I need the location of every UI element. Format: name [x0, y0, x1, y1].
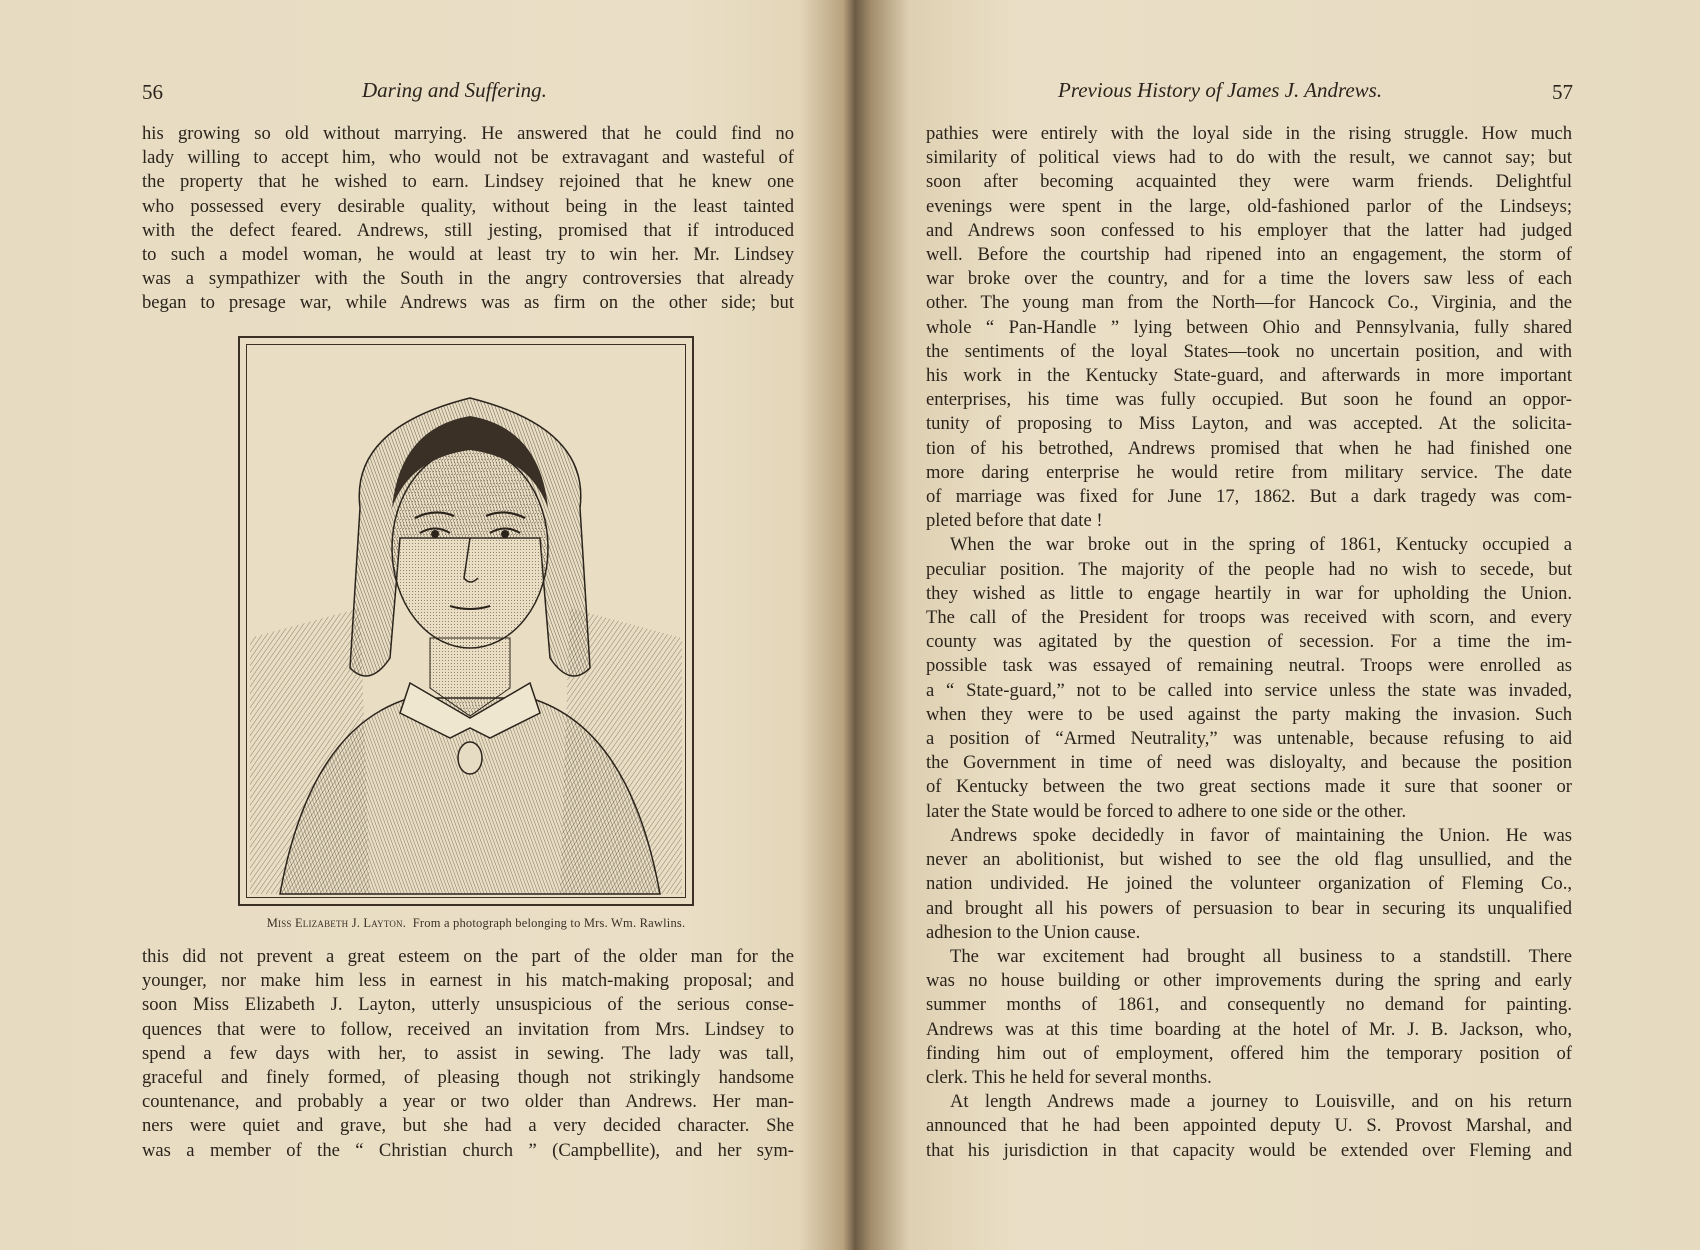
caption-source: From a photograph belonging to Mrs. Wm. Rawlins.: [412, 916, 686, 930]
text-line: clerk. This he held for several months.: [926, 1066, 1212, 1088]
text-line: younger, nor make him less in earnest in his match-making proposal; and: [142, 970, 794, 992]
text-line: Andrews was at this time boarding at the hotel of Mr. J. B. Jackson, who,: [926, 1018, 1572, 1040]
text-line: that his jurisdiction in that capacity would be extended over Fleming and: [926, 1139, 1572, 1161]
text-line: the sentiments of the loyal States—took no uncertain position, and with: [926, 340, 1572, 362]
left-bottom-text: [142, 945, 794, 1163]
text-line: ners were quiet and grave, but she had a very decided character. She: [142, 1115, 794, 1137]
text-line: The war excitement had brought all business to a standstill. There: [950, 945, 1572, 967]
paragraph: [926, 1090, 1572, 1163]
text-line: of Kentucky between the two great sections made it sure that sooner or: [926, 776, 1572, 798]
portrait-illustration: [240, 338, 692, 904]
text-line: began to presage war, while Andrews was as firm on the other side; but: [142, 292, 794, 314]
text-line: the property that he wished to earn. Lindsey rejoined that he knew one: [142, 171, 794, 193]
text-line: nation undivided. He joined the volunteer organization of Fleming Co.,: [926, 873, 1572, 895]
right-page-number: 57: [1552, 80, 1573, 104]
text-line: quences that were to follow, received an invitation from Mrs. Lindsey to: [142, 1018, 794, 1040]
left-top-text: [142, 122, 794, 316]
text-line: tunity of proposing to Miss Layton, and was accepted. At the solicita-: [926, 413, 1572, 435]
text-line: When the war broke out in the spring of 1861, Kentucky occupied a: [950, 534, 1572, 556]
text-line: when they were to be used against the party making the invasion. Such: [926, 703, 1572, 725]
text-line: peculiar position. The majority of the people had no wish to secede, but: [926, 558, 1572, 580]
left-running-head: Daring and Suffering.: [362, 78, 547, 102]
text-line: soon Miss Elizabeth J. Layton, utterly unsuspicious of the serious conse-: [142, 994, 794, 1016]
text-line: to such a model woman, he would at least try to win her. Mr. Lindsey: [142, 244, 794, 266]
text-line: with the defect feared. Andrews, still jesting, promised that if introduced: [142, 219, 794, 241]
right-running-head: Previous History of James J. Andrews.: [1058, 78, 1383, 102]
portrait-engraving: [238, 336, 694, 906]
text-line: similarity of political views had to do with the result, we cannot say; but: [926, 147, 1572, 169]
figure-caption: [216, 916, 736, 931]
text-line: adhesion to the Union cause.: [926, 921, 1141, 943]
text-line: whole “ Pan-Handle ” lying between Ohio and Pennsylvania, fully shared: [926, 316, 1572, 338]
text-line: lady willing to accept him, who would not be extravagant and wasteful of: [142, 147, 794, 169]
text-line: other. The young man from the North—for Hancock Co., Virginia, and the: [926, 292, 1572, 314]
text-line: was a sympathizer with the South in the angry controversies that already: [142, 268, 794, 290]
paragraph: [926, 945, 1572, 1090]
paragraph: [926, 122, 1572, 533]
text-line: was a member of the “ Christian church ” (Campbellite), and her sym-: [142, 1139, 794, 1161]
text-line: was no house building or other improvements during the spring and early: [926, 970, 1572, 992]
text-line: later the State would be forced to adhere to one side or the other.: [926, 800, 1407, 822]
text-line: a position of “Armed Neutrality,” was untenable, because refusing to aid: [926, 728, 1572, 750]
text-line: announced that he had been appointed deputy U. S. Provost Marshal, and: [926, 1115, 1572, 1137]
caption-name: Miss Elizabeth J. Layton.: [266, 916, 407, 930]
paragraph: [926, 824, 1572, 945]
text-line: his work in the Kentucky State-guard, and afterwards in more important: [926, 365, 1572, 387]
text-line: Andrews spoke decidedly in favor of maintaining the Union. He was: [950, 824, 1572, 846]
right-page: [860, 0, 1700, 1250]
text-line: tion of his betrothed, Andrews promised that when he had finished one: [926, 437, 1572, 459]
paragraph: [926, 533, 1572, 823]
left-page-number: 56: [142, 80, 163, 104]
text-line: and brought all his powers of persuasion to bear in securing its unqualified: [926, 897, 1572, 919]
text-line: county was agitated by the question of secession. For a time the im-: [926, 631, 1572, 653]
text-line: pathies were entirely with the loyal side in the rising struggle. How much: [926, 123, 1572, 144]
text-line: finding him out of employment, offered him the temporary position of: [926, 1042, 1572, 1064]
text-line: spend a few days with her, to assist in sewing. The lady was tall,: [142, 1042, 794, 1064]
text-line: pleted before that date !: [926, 510, 1103, 532]
text-line: well. Before the courtship had ripened into an engagement, the storm of: [926, 244, 1572, 266]
text-line: never an abolitionist, but wished to see the old flag unsullied, and the: [926, 849, 1572, 871]
right-body-text: [926, 122, 1572, 1163]
text-line: The call of the President for troops was received with scorn, and every: [926, 607, 1572, 629]
left-page: [0, 0, 840, 1250]
text-line: war broke over the country, and for a time the lovers saw less of each: [926, 268, 1572, 290]
text-line: soon after becoming acquainted they were warm friends. Delightful: [926, 171, 1572, 193]
text-line: a “ State-guard,” not to be called into service unless the state was invaded,: [926, 679, 1572, 701]
text-line: evenings were spent in the large, old-fashioned parlor of the Lindseys;: [926, 195, 1572, 217]
text-line: At length Andrews made a journey to Louisville, and on his return: [950, 1091, 1572, 1113]
text-line: graceful and finely formed, of pleasing though not strikingly handsome: [142, 1067, 794, 1089]
text-line: his growing so old without marrying. He answered that he could find no: [142, 123, 794, 144]
text-line: of marriage was fixed for June 17, 1862. But a dark tragedy was com-: [926, 486, 1572, 508]
text-line: the Government in time of need was disloyalty, and because the position: [926, 752, 1572, 774]
text-line: more daring enterprise he would retire from military service. The date: [926, 461, 1572, 483]
text-line: countenance, and probably a year or two older than Andrews. Her man-: [142, 1091, 794, 1113]
text-line: summer months of 1861, and consequently no demand for painting.: [926, 994, 1572, 1016]
text-line: enterprises, his time was fully occupied. But soon he found an oppor-: [926, 389, 1572, 411]
text-line: they wished as little to engage heartily in war for upholding the Union.: [926, 582, 1572, 604]
text-line: and Andrews soon confessed to his employer that the latter had judged: [926, 219, 1572, 241]
text-line: who possessed every desirable quality, without being in the least tainted: [142, 195, 794, 217]
text-line: possible task was essayed of remaining neutral. Troops were enrolled as: [926, 655, 1572, 677]
text-line: this did not prevent a great esteem on the part of the older man for the: [142, 946, 794, 967]
